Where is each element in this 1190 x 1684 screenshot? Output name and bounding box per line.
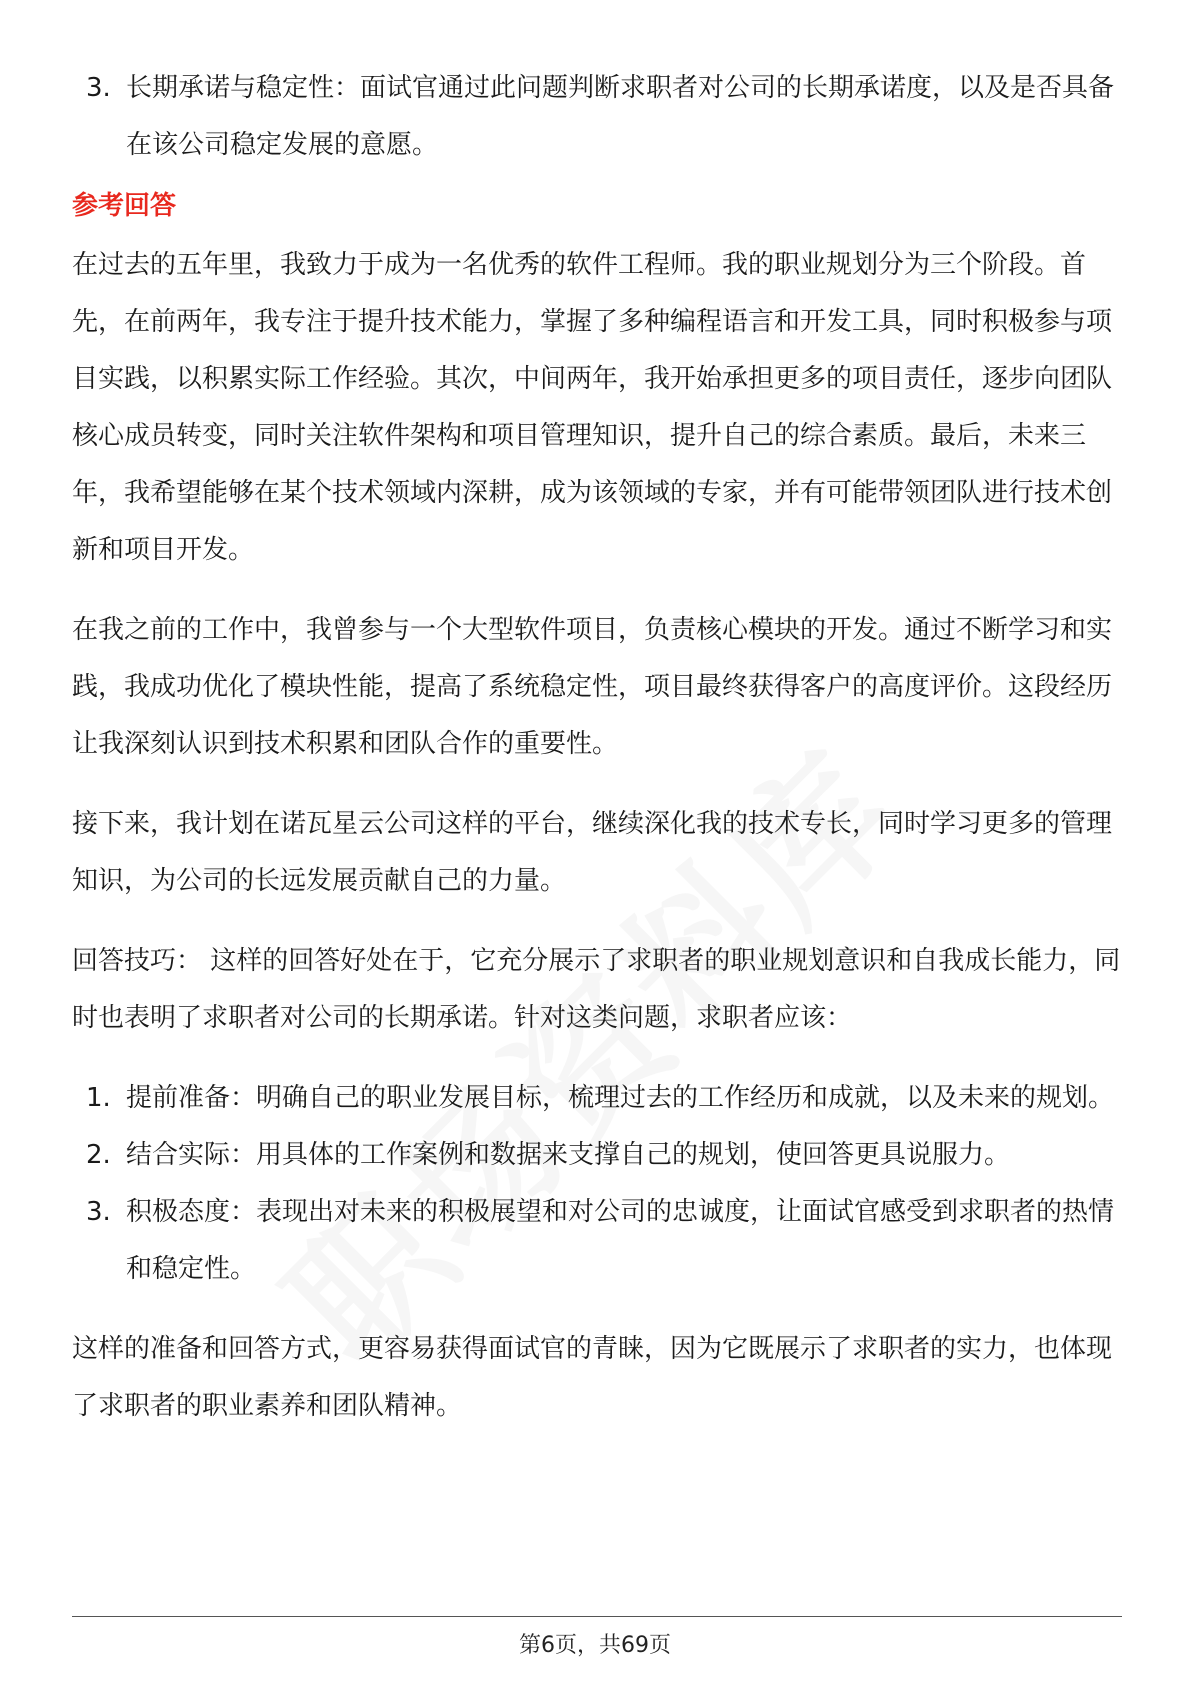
answer-paragraph: 在我之前的工作中，我曾参与一个大型软件项目，负责核心模块的开发。通过不断学习和实践，我成功优化了模块性能，提高了系统稳定性，项目最终获得客户的高度评价。这段经历让我深刻认识到技术积累和团队合作的重要性。	[72, 615, 1113, 759]
page-number: 第6页，共69页	[519, 1633, 671, 1658]
tips-intro-paragraph: 回答技巧： 这样的回答好处在于，它充分展示了求职者的职业规划意识和自我成长能力，同时也表明了求职者对公司的长期承诺。针对这类问题，求职者应该：	[72, 946, 1121, 1033]
list-item	[72, 60, 1122, 174]
closing-paragraph: 这样的准备和回答方式，更容易获得面试官的青睐，因为它既展示了求职者的实力，也体现了求职者的职业素养和团队精神。	[72, 1334, 1113, 1421]
list-item-number: 1.	[86, 1083, 111, 1113]
list-item-number: 3.	[86, 1197, 111, 1227]
section-heading: 参考回答	[72, 191, 177, 221]
criteria-list	[72, 60, 1122, 174]
list-item-number: 2.	[86, 1140, 111, 1170]
list-item-text: 长期承诺与稳定性：面试官通过此问题判断求职者对公司的长期承诺度，以及是否具备在该公司稳定发展的意愿。	[126, 73, 1115, 160]
page-content	[72, 60, 1122, 1435]
list-item	[72, 1127, 1122, 1184]
list-item-text: 积极态度：表现出对未来的积极展望和对公司的忠诚度，让面试官感受到求职者的热情和稳定性。	[126, 1197, 1115, 1284]
list-item	[72, 1070, 1122, 1127]
footer-divider	[72, 1616, 1122, 1617]
tips-list	[72, 1070, 1122, 1298]
list-item-number: 3.	[86, 73, 111, 103]
answer-paragraph: 接下来，我计划在诺瓦星云公司这样的平台，继续深化我的技术专长，同时学习更多的管理知识，为公司的长远发展贡献自己的力量。	[72, 809, 1113, 896]
list-item-text: 结合实际：用具体的工作案例和数据来支撑自己的规划，使回答更具说服力。	[126, 1140, 1011, 1170]
list-item-text: 提前准备：明确自己的职业发展目标，梳理过去的工作经历和成就，以及未来的规划。	[126, 1083, 1115, 1113]
list-item	[72, 1184, 1122, 1298]
answer-paragraph: 在过去的五年里，我致力于成为一名优秀的软件工程师。我的职业规划分为三个阶段。首先，在前两年，我专注于提升技术能力，掌握了多种编程语言和开发工具，同时积极参与项目实践，以积累实际工作经验。其次，中间两年，我开始承担更多的项目责任，逐步向团队核心成员转变，同时关注软件架构和项目管理知识，提升自己的综合素质。最后，未来三年，我希望能够在某个技术领域内深耕，成为该领域的专家，并有可能带领团队进行技术创新和项目开发。	[72, 250, 1113, 565]
